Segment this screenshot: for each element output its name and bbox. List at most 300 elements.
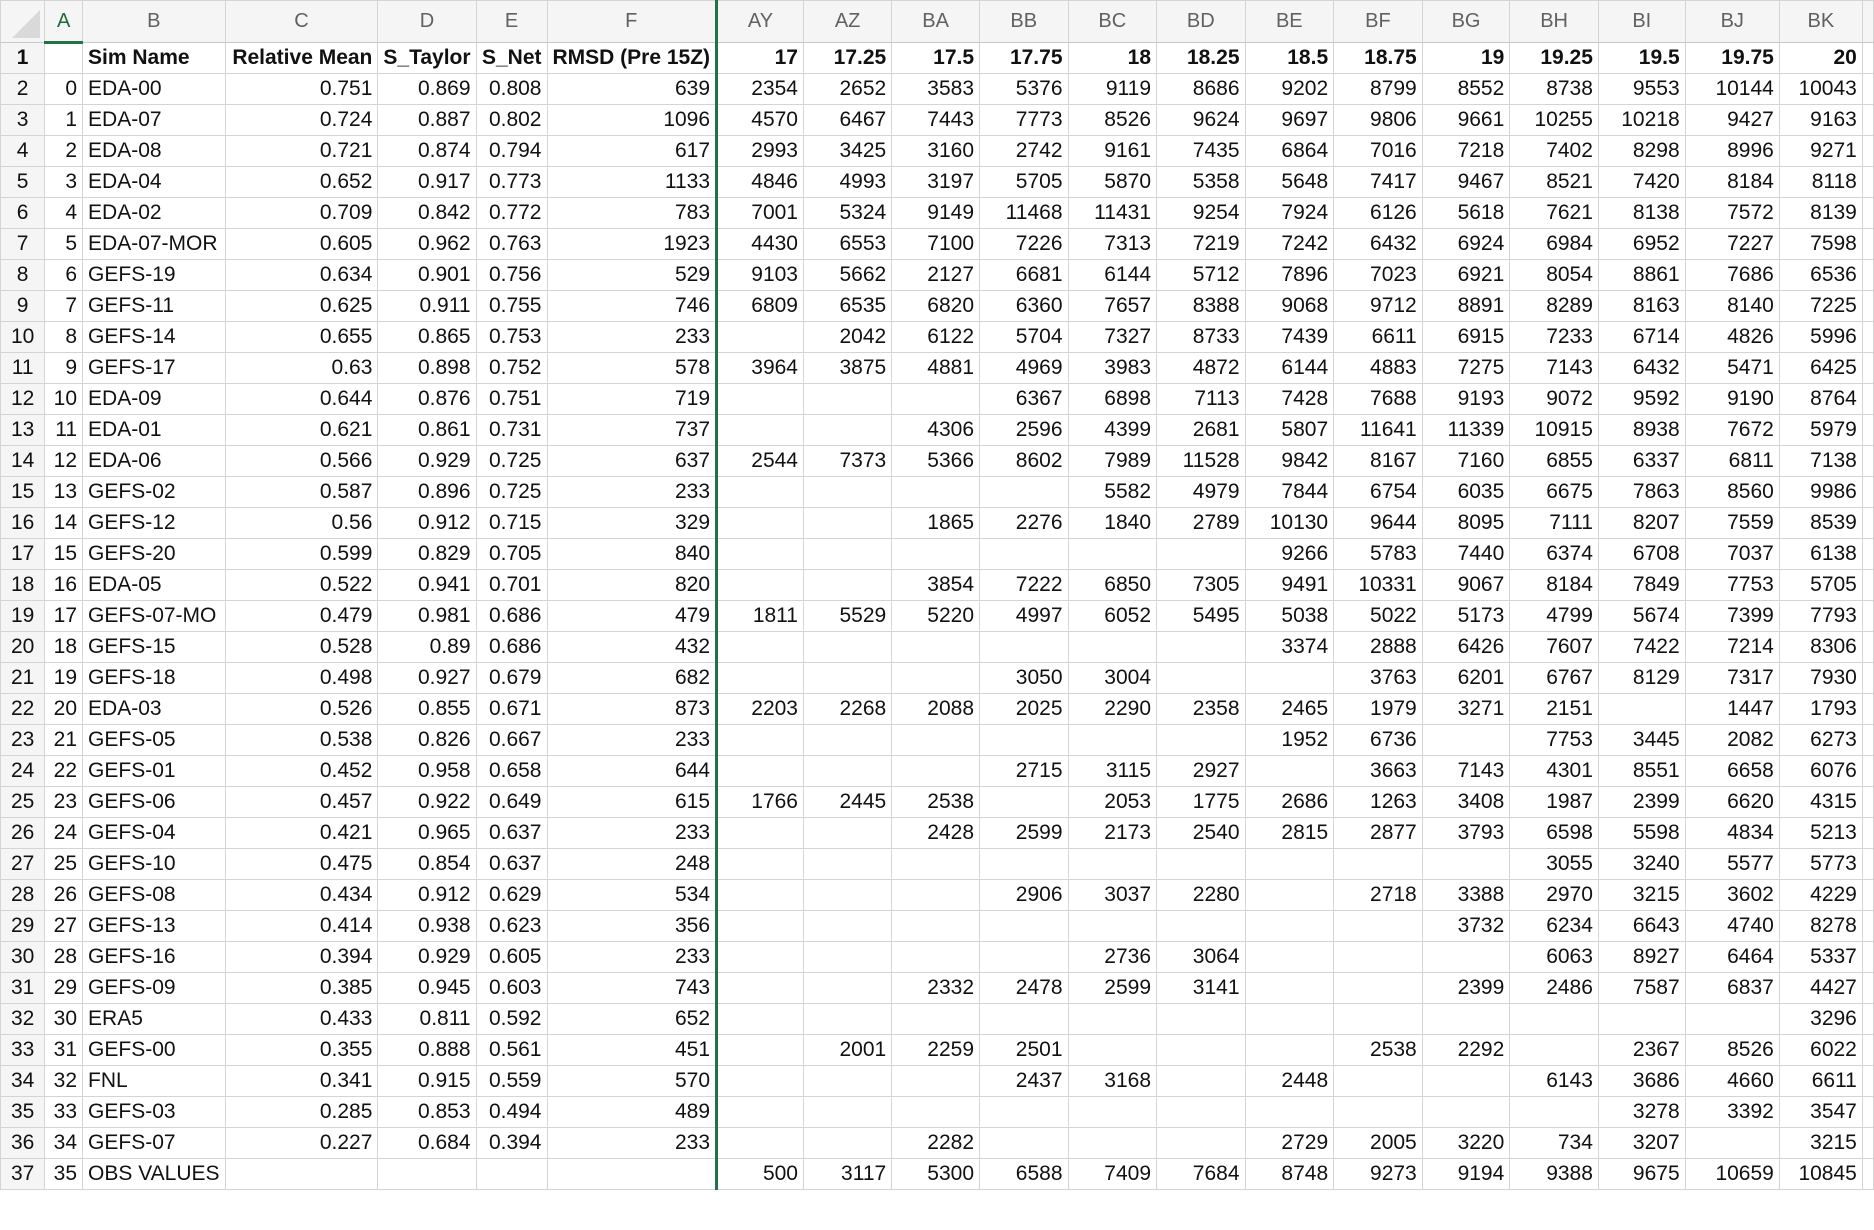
cell-bi[interactable]: 7849 [1598,570,1685,601]
cell-bk[interactable]: 7225 [1779,291,1862,322]
cell-e[interactable]: 0.667 [476,725,547,756]
cell-bg[interactable]: 6915 [1422,322,1510,353]
cell-bi[interactable]: 8298 [1598,136,1685,167]
cell-ay[interactable] [717,508,804,539]
cell-bc[interactable]: 7989 [1068,446,1157,477]
cell-bf[interactable] [1334,1066,1423,1097]
cell-bi[interactable]: 6643 [1598,911,1685,942]
cell-az[interactable] [803,942,891,973]
row-header[interactable]: 37 [1,1159,45,1190]
cell-c[interactable]: 0.63 [225,353,378,384]
cell-f[interactable] [547,1159,717,1190]
cell-b[interactable]: GEFS-15 [83,632,226,663]
cell-bk[interactable]: 10043 [1779,74,1862,105]
cell-bj[interactable]: 7317 [1685,663,1779,694]
row-header[interactable]: 24 [1,756,45,787]
cell-bh[interactable]: 3055 [1510,849,1599,880]
cell-f[interactable]: 233 [547,477,717,508]
cell-ay[interactable]: 4570 [717,105,804,136]
cell-ay[interactable]: 6809 [717,291,804,322]
row-header[interactable]: 22 [1,694,45,725]
column-header-bf[interactable]: BF [1334,1,1423,43]
cell-c[interactable]: 0.621 [225,415,378,446]
cell-ba[interactable]: 6122 [892,322,980,353]
column-header-az[interactable]: AZ [803,1,891,43]
cell-d[interactable]: 0.887 [378,105,476,136]
cell-e[interactable]: 0.808 [476,74,547,105]
cell-bj[interactable]: 9190 [1685,384,1779,415]
cell-ba[interactable] [892,911,980,942]
cell-e[interactable]: 0.752 [476,353,547,384]
cell-bd[interactable] [1157,1035,1246,1066]
cell-f[interactable]: 743 [547,973,717,1004]
cell-bf[interactable]: 7023 [1334,260,1423,291]
cell-bf[interactable]: 3763 [1334,663,1423,694]
cell-bh[interactable]: 6855 [1510,446,1599,477]
cell-e[interactable]: 0.725 [476,446,547,477]
cell-e[interactable]: 0.649 [476,787,547,818]
cell-ba[interactable]: 9149 [892,198,980,229]
cell-bb[interactable]: 2437 [980,1066,1069,1097]
cell-f[interactable]: 534 [547,880,717,911]
cell-c[interactable]: 0.394 [225,942,378,973]
cell-bh[interactable]: 6374 [1510,539,1599,570]
cell-d[interactable]: 0.912 [378,508,476,539]
cell-f[interactable]: 570 [547,1066,717,1097]
cell-bb[interactable]: 2478 [980,973,1069,1004]
cell-bi[interactable]: 6432 [1598,353,1685,384]
cell-ay[interactable]: 2993 [717,136,804,167]
cell-b[interactable]: Sim Name [83,43,226,74]
cell-ba[interactable]: 2259 [892,1035,980,1066]
cell-c[interactable]: 0.644 [225,384,378,415]
cell-ba[interactable]: 6820 [892,291,980,322]
cell-c[interactable]: 0.498 [225,663,378,694]
cell-bf[interactable]: 2005 [1334,1128,1423,1159]
cell-ay[interactable]: 2544 [717,446,804,477]
cell-a[interactable]: 17 [45,601,83,632]
cell-b[interactable]: OBS VALUES [83,1159,226,1190]
cell-bh[interactable]: 6143 [1510,1066,1599,1097]
cell-b[interactable]: GEFS-07-MO [83,601,226,632]
cell-bc[interactable] [1068,849,1157,880]
cell-bc[interactable]: 9119 [1068,74,1157,105]
cell-c[interactable]: 0.433 [225,1004,378,1035]
cell-ba[interactable] [892,1066,980,1097]
cell-ay[interactable]: 2203 [717,694,804,725]
cell-bd[interactable] [1157,539,1246,570]
cell-ba[interactable]: 3160 [892,136,980,167]
cell-b[interactable]: GEFS-04 [83,818,226,849]
cell-az[interactable]: 4993 [803,167,891,198]
cell-bg[interactable]: 3408 [1422,787,1510,818]
cell-ba[interactable] [892,477,980,508]
cell-f[interactable]: 1096 [547,105,717,136]
cell-e[interactable]: 0.658 [476,756,547,787]
row-header[interactable]: 27 [1,849,45,880]
cell-ba[interactable] [892,942,980,973]
cell-a[interactable]: 26 [45,880,83,911]
cell-a[interactable]: 31 [45,1035,83,1066]
cell-ay[interactable] [717,1097,804,1128]
cell-e[interactable]: 0.686 [476,601,547,632]
cell-bg[interactable] [1422,942,1510,973]
row-header[interactable]: 29 [1,911,45,942]
cell-b[interactable]: GEFS-20 [83,539,226,570]
cell-bg[interactable]: 6201 [1422,663,1510,694]
column-header-bb[interactable]: BB [980,1,1069,43]
cell-bf[interactable]: 10331 [1334,570,1423,601]
cell-f[interactable]: 617 [547,136,717,167]
column-header-ay[interactable]: AY [717,1,804,43]
cell-bk[interactable]: 3296 [1779,1004,1862,1035]
cell-ay[interactable]: 4846 [717,167,804,198]
cell-d[interactable]: 0.874 [378,136,476,167]
cell-bi[interactable]: 3278 [1598,1097,1685,1128]
cell-bd[interactable]: 7113 [1157,384,1246,415]
cell-be[interactable] [1245,973,1334,1004]
column-header-bi[interactable]: BI [1598,1,1685,43]
cell-be[interactable] [1245,1097,1334,1128]
cell-a[interactable]: 33 [45,1097,83,1128]
cell-bk[interactable]: 5337 [1779,942,1862,973]
cell-a[interactable]: 34 [45,1128,83,1159]
cell-bb[interactable] [980,632,1069,663]
cell-bj[interactable]: 7399 [1685,601,1779,632]
cell-ay[interactable] [717,1128,804,1159]
cell-f[interactable]: 356 [547,911,717,942]
cell-az[interactable] [803,415,891,446]
cell-e[interactable] [476,1159,547,1190]
cell-e[interactable]: 0.623 [476,911,547,942]
cell-bc[interactable]: 11431 [1068,198,1157,229]
cell-be[interactable]: 9491 [1245,570,1334,601]
cell-d[interactable]: 0.945 [378,973,476,1004]
cell-bh[interactable]: 10255 [1510,105,1599,136]
cell-be[interactable] [1245,1035,1334,1066]
cell-ba[interactable]: 4306 [892,415,980,446]
cell-bg[interactable]: 3220 [1422,1128,1510,1159]
cell-bk[interactable]: 3215 [1779,1128,1862,1159]
row-header[interactable]: 10 [1,322,45,353]
cell-bi[interactable] [1598,1004,1685,1035]
cell-bc[interactable] [1068,1004,1157,1035]
cell-a[interactable]: 6 [45,260,83,291]
cell-bg[interactable]: 7275 [1422,353,1510,384]
cell-bd[interactable]: 5495 [1157,601,1246,632]
cell-bd[interactable]: 2927 [1157,756,1246,787]
cell-d[interactable]: 0.981 [378,601,476,632]
cell-bb[interactable]: 6367 [980,384,1069,415]
cell-bb[interactable]: 2596 [980,415,1069,446]
cell-bf[interactable]: 9273 [1334,1159,1423,1190]
row-header[interactable]: 30 [1,942,45,973]
cell-b[interactable]: GEFS-18 [83,663,226,694]
cell-az[interactable] [803,1066,891,1097]
cell-bb[interactable]: 2501 [980,1035,1069,1066]
cell-bc[interactable]: 5582 [1068,477,1157,508]
cell-bf[interactable]: 9806 [1334,105,1423,136]
cell-az[interactable] [803,1128,891,1159]
cell-az[interactable] [803,725,891,756]
cell-a[interactable] [45,43,83,74]
cell-d[interactable]: 0.853 [378,1097,476,1128]
cell-bd[interactable]: 1775 [1157,787,1246,818]
cell-d[interactable]: 0.965 [378,818,476,849]
cell-bc[interactable]: 2290 [1068,694,1157,725]
cell-az[interactable] [803,663,891,694]
cell-d[interactable]: 0.911 [378,291,476,322]
cell-a[interactable]: 32 [45,1066,83,1097]
cell-bg[interactable]: 9194 [1422,1159,1510,1190]
row-header[interactable]: 33 [1,1035,45,1066]
cell-az[interactable]: 6467 [803,105,891,136]
cell-bh[interactable]: 8184 [1510,570,1599,601]
cell-ba[interactable]: 7443 [892,105,980,136]
cell-az[interactable] [803,632,891,663]
cell-c[interactable]: 0.634 [225,260,378,291]
cell-ay[interactable] [717,632,804,663]
cell-d[interactable]: 0.861 [378,415,476,446]
cell-bg[interactable]: 6035 [1422,477,1510,508]
row-header[interactable]: 2 [1,74,45,105]
cell-bd[interactable]: 8686 [1157,74,1246,105]
cell-bi[interactable] [1598,694,1685,725]
cell-bg[interactable] [1422,1004,1510,1035]
cell-c[interactable]: 0.522 [225,570,378,601]
cell-b[interactable]: EDA-09 [83,384,226,415]
cell-az[interactable] [803,756,891,787]
cell-bb[interactable]: 6360 [980,291,1069,322]
cell-bd[interactable]: 4872 [1157,353,1246,384]
cell-e[interactable]: 0.629 [476,880,547,911]
cell-be[interactable]: 9266 [1245,539,1334,570]
cell-bi[interactable]: 3686 [1598,1066,1685,1097]
row-header[interactable]: 35 [1,1097,45,1128]
column-header-bh[interactable]: BH [1510,1,1599,43]
cell-bd[interactable] [1157,632,1246,663]
cell-ba[interactable]: 5220 [892,601,980,632]
cell-bc[interactable]: 6144 [1068,260,1157,291]
cell-bc[interactable]: 2053 [1068,787,1157,818]
cell-bk[interactable]: 7930 [1779,663,1862,694]
cell-e[interactable]: 0.559 [476,1066,547,1097]
cell-f[interactable]: 451 [547,1035,717,1066]
cell-az[interactable]: 2445 [803,787,891,818]
cell-b[interactable]: GEFS-10 [83,849,226,880]
cell-bf[interactable]: 2888 [1334,632,1423,663]
cell-be[interactable]: 2448 [1245,1066,1334,1097]
cell-bf[interactable]: 6754 [1334,477,1423,508]
cell-bb[interactable]: 2276 [980,508,1069,539]
cell-be[interactable] [1245,1004,1334,1035]
cell-e[interactable]: S_Net [476,43,547,74]
column-header-bk[interactable]: BK [1779,1,1862,43]
cell-bc[interactable] [1068,725,1157,756]
cell-bk[interactable]: 7138 [1779,446,1862,477]
cell-bj[interactable]: 8140 [1685,291,1779,322]
row-header[interactable]: 1 [1,43,45,74]
cell-c[interactable]: 0.385 [225,973,378,1004]
cell-bb[interactable]: 5704 [980,322,1069,353]
cell-d[interactable]: 0.89 [378,632,476,663]
cell-ay[interactable]: 1766 [717,787,804,818]
cell-bj[interactable]: 7572 [1685,198,1779,229]
cell-bh[interactable]: 6234 [1510,911,1599,942]
cell-b[interactable]: GEFS-12 [83,508,226,539]
cell-ba[interactable] [892,1004,980,1035]
cell-c[interactable]: 0.227 [225,1128,378,1159]
column-header-f[interactable]: F [547,1,717,43]
cell-d[interactable]: 0.958 [378,756,476,787]
cell-a[interactable]: 18 [45,632,83,663]
cell-bf[interactable]: 2718 [1334,880,1423,911]
cell-c[interactable]: 0.655 [225,322,378,353]
cell-bg[interactable]: 8095 [1422,508,1510,539]
cell-bc[interactable]: 3168 [1068,1066,1157,1097]
cell-bf[interactable]: 9644 [1334,508,1423,539]
cell-bk[interactable]: 7598 [1779,229,1862,260]
cell-ay[interactable] [717,880,804,911]
cell-bd[interactable] [1157,725,1246,756]
cell-b[interactable]: EDA-01 [83,415,226,446]
cell-bi[interactable]: 3207 [1598,1128,1685,1159]
cell-bd[interactable]: 2540 [1157,818,1246,849]
cell-az[interactable]: 17.25 [803,43,891,74]
cell-bi[interactable]: 7863 [1598,477,1685,508]
cell-e[interactable]: 0.561 [476,1035,547,1066]
cell-e[interactable]: 0.494 [476,1097,547,1128]
cell-ba[interactable] [892,539,980,570]
cell-a[interactable]: 28 [45,942,83,973]
cell-bb[interactable] [980,1128,1069,1159]
cell-f[interactable]: 233 [547,322,717,353]
cell-ba[interactable]: 2538 [892,787,980,818]
cell-be[interactable]: 5038 [1245,601,1334,632]
cell-d[interactable]: 0.842 [378,198,476,229]
cell-d[interactable]: 0.811 [378,1004,476,1035]
cell-ay[interactable]: 1811 [717,601,804,632]
cell-b[interactable]: GEFS-07 [83,1128,226,1159]
cell-bb[interactable]: 4969 [980,353,1069,384]
cell-az[interactable] [803,973,891,1004]
cell-bj[interactable]: 4834 [1685,818,1779,849]
cell-d[interactable]: 0.826 [378,725,476,756]
cell-a[interactable]: 29 [45,973,83,1004]
cell-bg[interactable] [1422,849,1510,880]
cell-bf[interactable]: 2877 [1334,818,1423,849]
cell-e[interactable]: 0.686 [476,632,547,663]
cell-ba[interactable] [892,1097,980,1128]
cell-a[interactable]: 24 [45,818,83,849]
cell-bd[interactable]: 8388 [1157,291,1246,322]
cell-bb[interactable] [980,725,1069,756]
cell-bc[interactable] [1068,911,1157,942]
cell-be[interactable]: 18.5 [1245,43,1334,74]
cell-a[interactable]: 7 [45,291,83,322]
cell-bb[interactable] [980,942,1069,973]
cell-bd[interactable]: 3064 [1157,942,1246,973]
cell-be[interactable]: 2815 [1245,818,1334,849]
cell-b[interactable]: EDA-03 [83,694,226,725]
cell-bf[interactable] [1334,911,1423,942]
cell-a[interactable]: 1 [45,105,83,136]
cell-bi[interactable]: 8938 [1598,415,1685,446]
cell-bj[interactable]: 8560 [1685,477,1779,508]
cell-ba[interactable] [892,849,980,880]
cell-bj[interactable]: 8996 [1685,136,1779,167]
cell-e[interactable]: 0.394 [476,1128,547,1159]
row-header[interactable]: 8 [1,260,45,291]
cell-bk[interactable]: 3547 [1779,1097,1862,1128]
cell-bi[interactable]: 5674 [1598,601,1685,632]
cell-b[interactable]: GEFS-00 [83,1035,226,1066]
cell-c[interactable]: 0.538 [225,725,378,756]
cell-ay[interactable]: 2354 [717,74,804,105]
cell-f[interactable]: 233 [547,725,717,756]
cell-e[interactable]: 0.725 [476,477,547,508]
cell-f[interactable]: 639 [547,74,717,105]
cell-bk[interactable]: 9163 [1779,105,1862,136]
cell-bh[interactable]: 9388 [1510,1159,1599,1190]
cell-c[interactable]: Relative Mean [225,43,378,74]
cell-bi[interactable]: 2367 [1598,1035,1685,1066]
cell-bd[interactable] [1157,1097,1246,1128]
row-header[interactable]: 4 [1,136,45,167]
cell-bf[interactable] [1334,942,1423,973]
column-header-bj[interactable]: BJ [1685,1,1779,43]
cell-bh[interactable]: 4799 [1510,601,1599,632]
cell-bj[interactable]: 7672 [1685,415,1779,446]
cell-c[interactable]: 0.355 [225,1035,378,1066]
cell-bj[interactable]: 4660 [1685,1066,1779,1097]
cell-b[interactable]: GEFS-16 [83,942,226,973]
cell-f[interactable]: 873 [547,694,717,725]
cell-bc[interactable]: 8526 [1068,105,1157,136]
cell-bj[interactable]: 10144 [1685,74,1779,105]
cell-bi[interactable]: 8129 [1598,663,1685,694]
cell-f[interactable]: 682 [547,663,717,694]
cell-bc[interactable]: 9161 [1068,136,1157,167]
cell-d[interactable]: 0.888 [378,1035,476,1066]
cell-bf[interactable]: 5022 [1334,601,1423,632]
cell-e[interactable]: 0.731 [476,415,547,446]
cell-bc[interactable] [1068,539,1157,570]
cell-bk[interactable]: 8539 [1779,508,1862,539]
cell-bi[interactable]: 8207 [1598,508,1685,539]
cell-bh[interactable]: 8054 [1510,260,1599,291]
cell-bh[interactable]: 7233 [1510,322,1599,353]
cell-bb[interactable] [980,1004,1069,1035]
cell-b[interactable]: GEFS-06 [83,787,226,818]
cell-bb[interactable]: 2742 [980,136,1069,167]
cell-ba[interactable]: 2088 [892,694,980,725]
cell-f[interactable]: 737 [547,415,717,446]
cell-bg[interactable]: 3271 [1422,694,1510,725]
cell-bh[interactable]: 7143 [1510,353,1599,384]
cell-ay[interactable]: 3964 [717,353,804,384]
cell-bf[interactable]: 8167 [1334,446,1423,477]
cell-bd[interactable] [1157,849,1246,880]
cell-ba[interactable]: 3854 [892,570,980,601]
cell-bf[interactable]: 11641 [1334,415,1423,446]
cell-b[interactable]: EDA-00 [83,74,226,105]
cell-f[interactable]: 746 [547,291,717,322]
cell-bk[interactable]: 9986 [1779,477,1862,508]
cell-bk[interactable]: 5979 [1779,415,1862,446]
cell-bh[interactable]: 7753 [1510,725,1599,756]
cell-bc[interactable]: 7327 [1068,322,1157,353]
